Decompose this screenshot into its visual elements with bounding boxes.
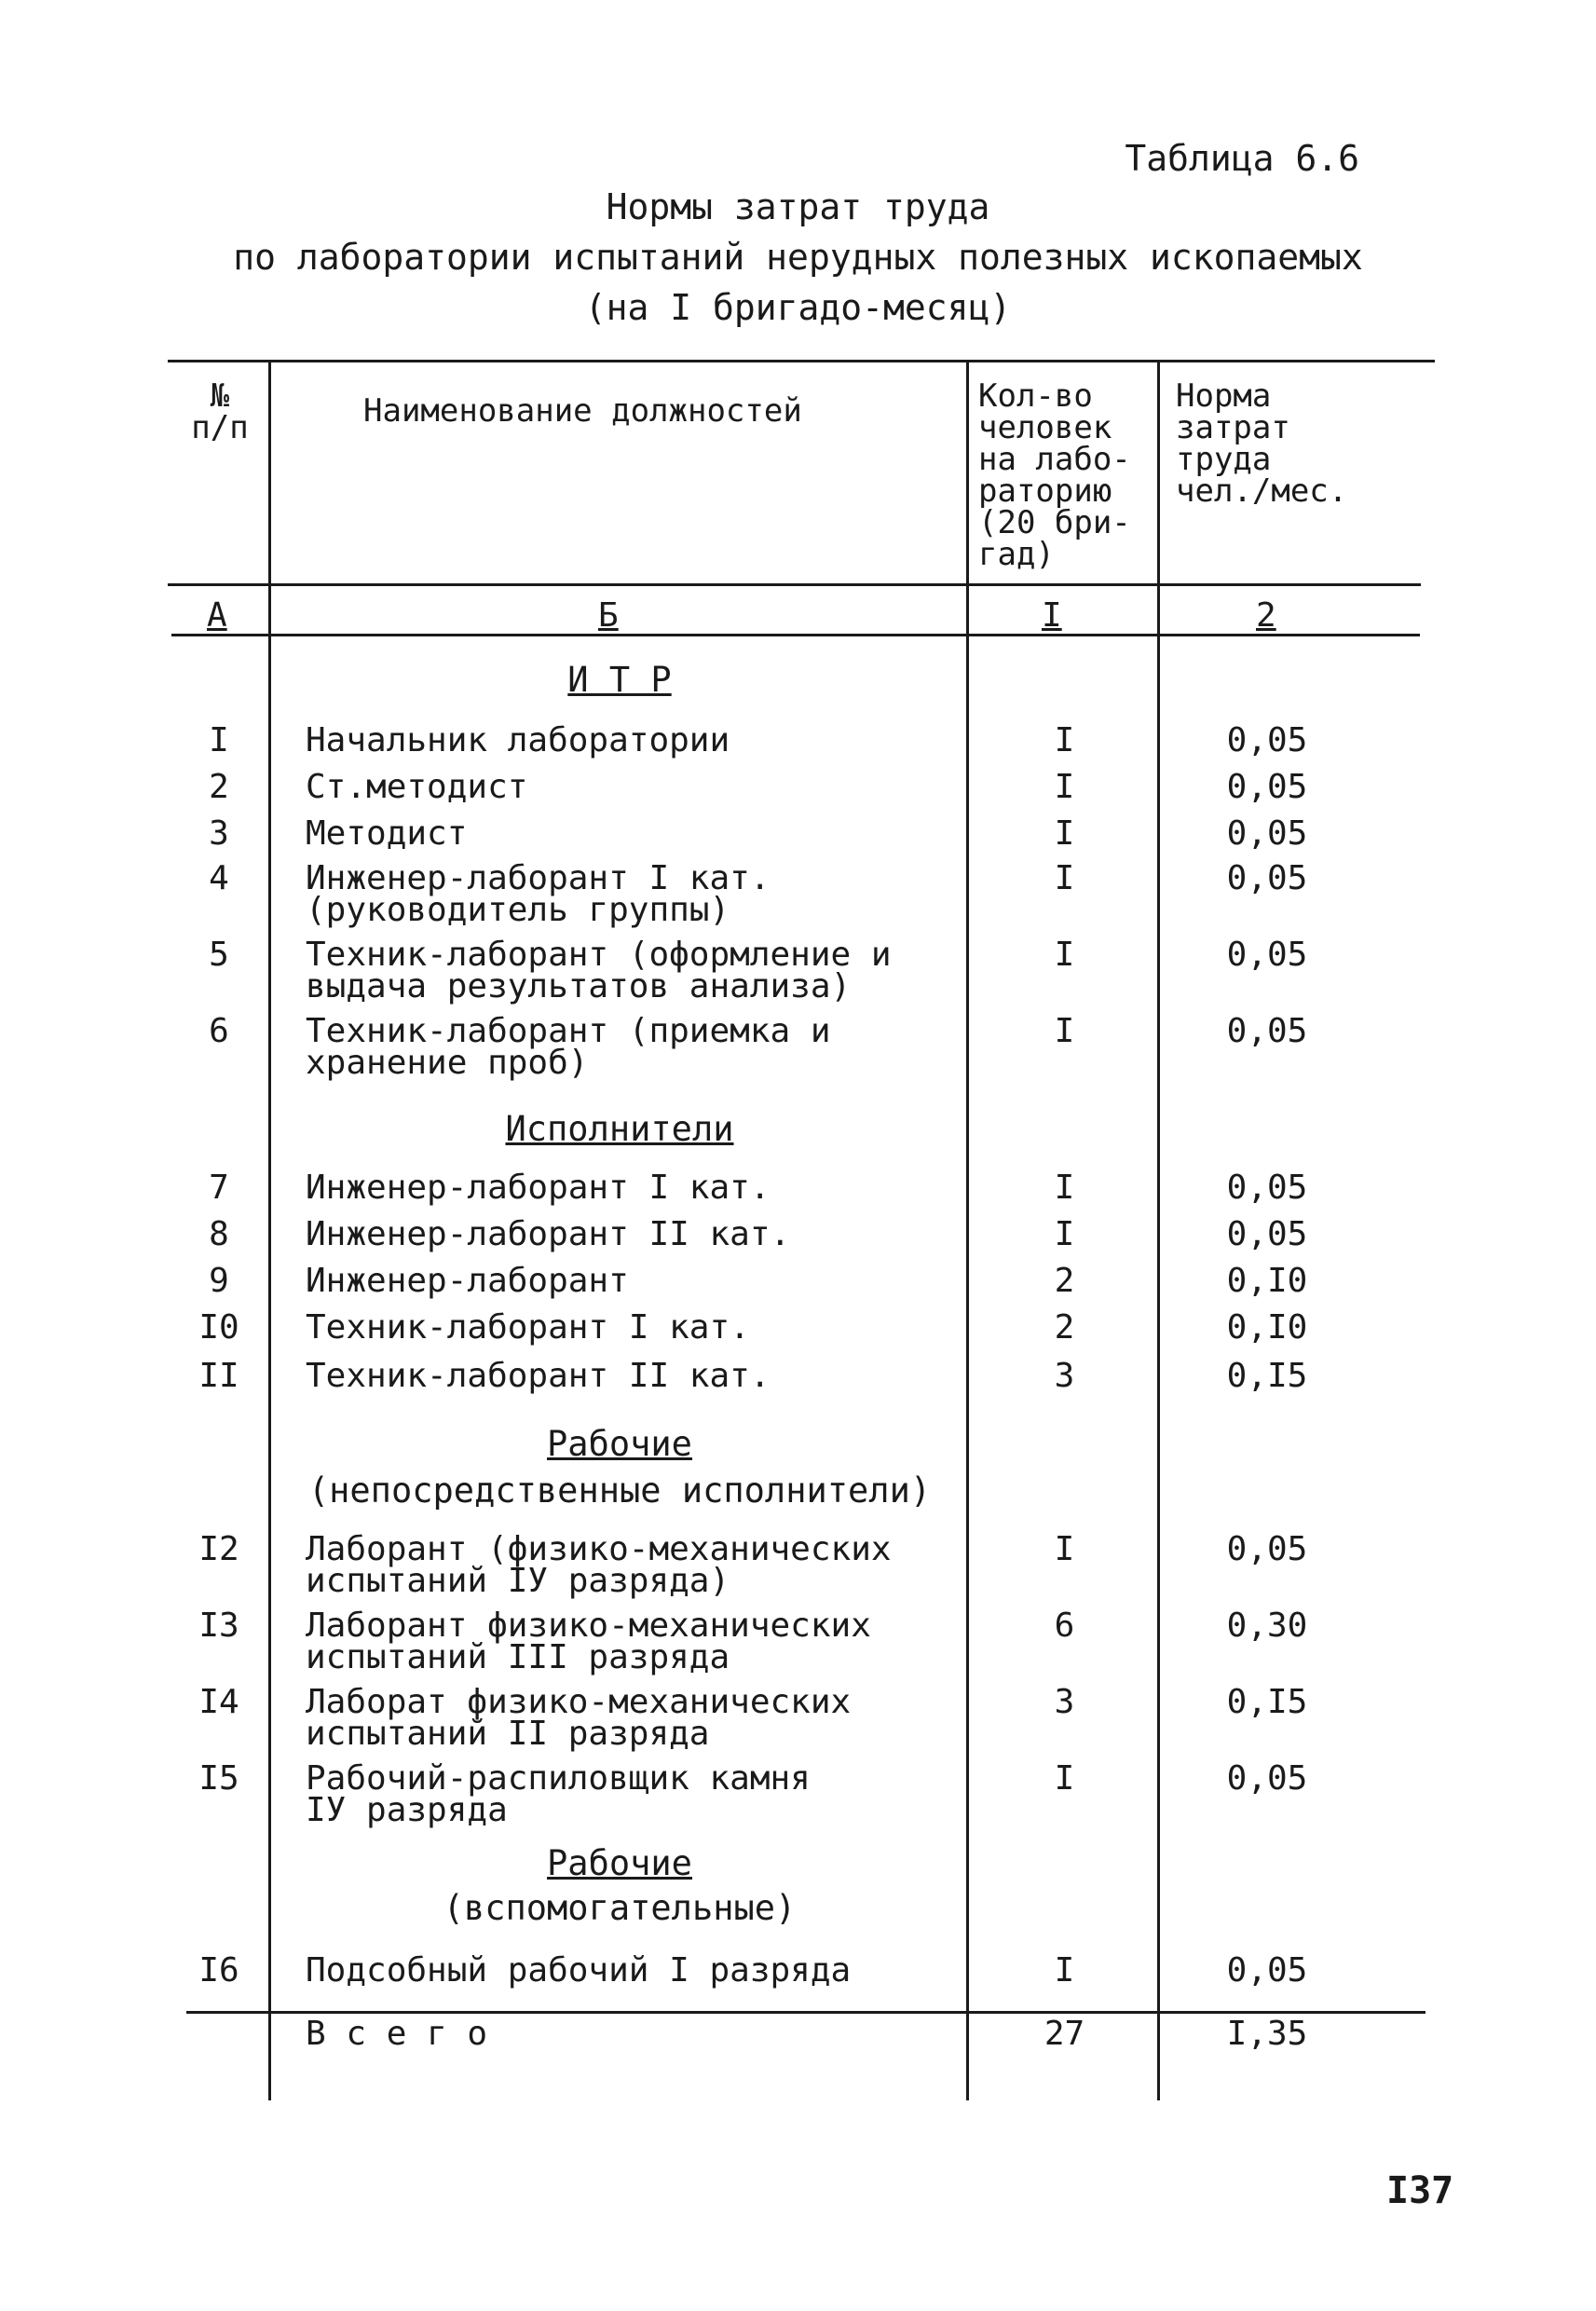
- row-13-name: Лаборант физико-механических испытаний III разряда: [306, 1607, 871, 1676]
- row-13-num: I3: [198, 1607, 239, 1645]
- row-3-name: Методист: [306, 814, 468, 853]
- row-1-norm: 0,05: [1226, 721, 1308, 759]
- row-6-name: Техник-лаборант (приемка и хранение проб): [306, 1012, 831, 1082]
- row-1-count: I: [1054, 721, 1075, 759]
- row-14-norm: 0,I5: [1226, 1683, 1308, 1721]
- row-10-num: I0: [198, 1308, 239, 1347]
- row-6-norm: 0,05: [1226, 1012, 1308, 1050]
- table-title: Нормы затрат труда: [606, 186, 990, 227]
- row-11-name: Техник-лаборант II кат.: [306, 1357, 771, 1395]
- row-4-count: I: [1054, 859, 1075, 897]
- header-bottom-rule: [168, 583, 1421, 586]
- row-10-norm: 0,I0: [1226, 1308, 1308, 1347]
- row-13-count: 6: [1054, 1607, 1075, 1645]
- row-2-num: 2: [209, 768, 229, 806]
- row-2-name: Ст.методист: [306, 768, 528, 806]
- row-16-norm: 0,05: [1226, 1951, 1308, 1990]
- row-7-norm: 0,05: [1226, 1169, 1308, 1207]
- row-6-num: 6: [209, 1012, 229, 1050]
- row-8-name: Инженер-лаборант II кат.: [306, 1215, 791, 1253]
- table-top-rule: [168, 360, 1435, 362]
- total-label: В с е г о: [306, 2015, 488, 2053]
- row-5-num: 5: [209, 936, 229, 974]
- header-count: Кол-во человек на лабо- раторию (20 бри- гад): [978, 377, 1131, 573]
- row-15-norm: 0,05: [1226, 1759, 1308, 1798]
- row-9-name: Инженер-лаборант: [306, 1262, 629, 1300]
- row-12-num: I2: [198, 1530, 239, 1568]
- row-9-num: 9: [209, 1262, 229, 1300]
- row-15-name: Рабочий-распиловщик камня IУ разряда: [306, 1759, 811, 1829]
- row-9-count: 2: [1054, 1262, 1075, 1300]
- table-label: Таблица 6.6: [1125, 138, 1359, 179]
- row-9-norm: 0,I0: [1226, 1262, 1308, 1300]
- table-subtitle-period: (на I бригадо-месяц): [584, 287, 1012, 328]
- row-4-name: Инженер-лаборант I кат. (руководитель группы): [306, 859, 771, 929]
- row-8-count: I: [1054, 1215, 1075, 1253]
- row-16-count: I: [1054, 1951, 1075, 1990]
- row-14-name: Лаборат физико-механических испытаний II разряда: [306, 1683, 852, 1753]
- section-itr: И Т Р: [567, 660, 672, 700]
- header-norm: Норма затрат труда чел./мес.: [1176, 377, 1348, 510]
- row-5-count: I: [1054, 936, 1075, 974]
- total-norm: I,35: [1226, 2015, 1308, 2053]
- row-7-num: 7: [209, 1169, 229, 1207]
- row-11-count: 3: [1054, 1357, 1075, 1395]
- row-4-norm: 0,05: [1226, 859, 1308, 897]
- row-8-norm: 0,05: [1226, 1215, 1308, 1253]
- row-2-count: I: [1054, 768, 1075, 806]
- row-10-count: 2: [1054, 1308, 1075, 1347]
- section-workers-aux: Рабочие: [547, 1843, 692, 1883]
- row-11-norm: 0,I5: [1226, 1357, 1308, 1395]
- header-name: Наименование должностей: [363, 392, 802, 430]
- col-letter-2: 2: [1256, 596, 1276, 635]
- total-top-rule: [186, 2011, 1425, 2014]
- section-workers-direct: Рабочие: [547, 1424, 692, 1464]
- row-7-count: I: [1054, 1169, 1075, 1207]
- col-letter-a: А: [207, 596, 227, 635]
- row-13-norm: 0,30: [1226, 1607, 1308, 1645]
- section-workers-aux-sub: (вспомогательные): [443, 1888, 797, 1928]
- row-14-num: I4: [198, 1683, 239, 1721]
- row-10-name: Техник-лаборант I кат.: [306, 1308, 750, 1347]
- total-count: 27: [1044, 2015, 1085, 2053]
- row-6-count: I: [1054, 1012, 1075, 1050]
- row-1-num: I: [209, 721, 229, 759]
- row-5-name: Техник-лаборант (оформление и выдача результатов анализа): [306, 936, 892, 1005]
- table-subtitle: по лаборатории испытаний нерудных полезных ископаемых: [233, 237, 1363, 278]
- row-12-name: Лаборант (физико-механических испытаний IУ разряда): [306, 1530, 892, 1600]
- row-16-num: I6: [198, 1951, 239, 1990]
- row-11-num: II: [198, 1357, 239, 1395]
- row-2-norm: 0,05: [1226, 768, 1308, 806]
- row-16-name: Подсобный рабочий I разряда: [306, 1951, 852, 1990]
- row-3-num: 3: [209, 814, 229, 853]
- row-1-name: Начальник лаборатории: [306, 721, 730, 759]
- section-performers: Исполнители: [505, 1109, 734, 1149]
- col-letter-1: I: [1042, 596, 1062, 635]
- col-letter-b: Б: [598, 596, 619, 635]
- row-3-count: I: [1054, 814, 1075, 853]
- row-15-num: I5: [198, 1759, 239, 1798]
- row-5-norm: 0,05: [1226, 936, 1308, 974]
- row-14-count: 3: [1054, 1683, 1075, 1721]
- row-15-count: I: [1054, 1759, 1075, 1798]
- row-8-num: 8: [209, 1215, 229, 1253]
- header-num: № п/п: [191, 377, 249, 446]
- row-7-name: Инженер-лаборант I кат.: [306, 1169, 771, 1207]
- page-number: I37: [1386, 2169, 1454, 2212]
- row-12-count: I: [1054, 1530, 1075, 1568]
- section-workers-direct-sub: (непосредственные исполнители): [307, 1470, 932, 1511]
- row-12-norm: 0,05: [1226, 1530, 1308, 1568]
- letters-bottom-rule: [171, 634, 1420, 636]
- row-3-norm: 0,05: [1226, 814, 1308, 853]
- row-4-num: 4: [209, 859, 229, 897]
